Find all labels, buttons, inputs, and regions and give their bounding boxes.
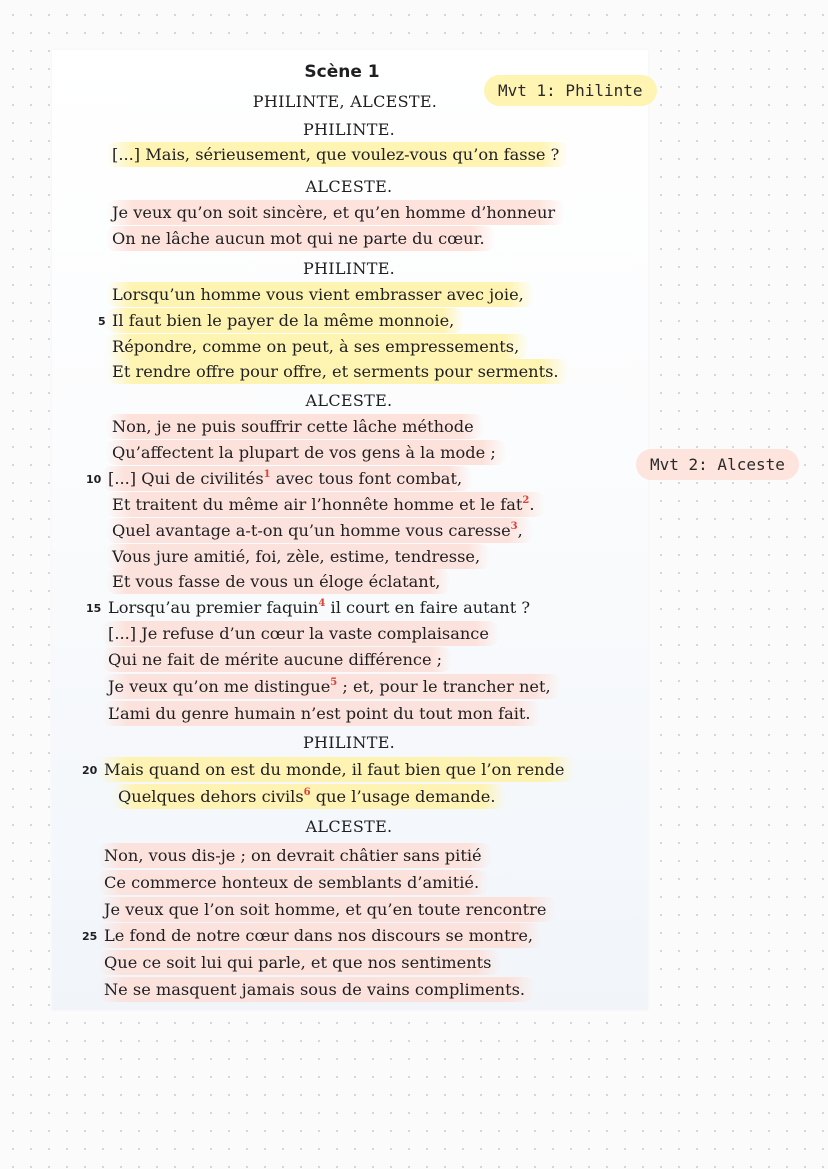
verse-text: Je veux qu’on me distingue$^5$ ; et, pour le trancher net, <box>102 674 561 699</box>
verse-text: Quelques dehors civils$^6$ que l’usage demande. <box>112 784 506 809</box>
verse-text: Et traitent du même air l’honnête homme et le fat$^2$. <box>106 492 545 517</box>
speaker-heading: PHILINTE. <box>302 733 396 752</box>
speaker-heading: ALCESTE. <box>305 391 393 410</box>
verse-line <box>112 311 464 331</box>
verse-line <box>112 203 565 223</box>
verse-line <box>112 229 495 249</box>
footnote-ref: 2 <box>522 495 530 506</box>
footnote-ref: 6 <box>303 787 311 798</box>
verse-line <box>108 598 530 618</box>
verse-line <box>104 873 489 893</box>
verse-line <box>112 443 506 463</box>
verse-line <box>112 285 534 305</box>
verse-line <box>112 145 569 165</box>
verse-line <box>108 624 499 644</box>
verse-text: Je veux qu’on soit sincère, et qu’en homme d’honneur <box>106 200 565 225</box>
verse-text: Qu’affectent la plupart de vos gens à la mode ; <box>106 440 506 465</box>
verse-line <box>104 846 492 866</box>
verse-text: L’ami du genre humain n’est point du tout mon fait. <box>102 701 541 726</box>
verse-text: On ne lâche aucun mot qui ne parte du cœur. <box>106 226 495 251</box>
scene-characters: PHILINTE, ALCESTE. <box>252 92 438 111</box>
line-number: 15 <box>86 602 102 615</box>
verse-text: Que ce soit lui qui parle, et que nos sentiments <box>98 950 501 975</box>
verse-text: Non, vous dis-je ; on devrait châtier sans pitié <box>98 843 492 868</box>
verse-text: [...] Qui de civilités$^1$ avec tous font combat, <box>102 466 472 491</box>
speaker-heading: ALCESTE. <box>305 817 393 836</box>
verse-line <box>112 417 484 437</box>
verse-text: Vous jure amitié, foi, zèle, estime, tendresse, <box>106 544 490 569</box>
verse-text: Lorsqu’au premier faquin$^4$ il court en faire autant ? <box>108 598 531 617</box>
verse-text: Quel avantage a-t-on qu’un homme vous caresse$^3$, <box>106 518 533 543</box>
verse-text: Ce commerce honteux de semblants d’amitié. <box>98 870 489 895</box>
verse-line <box>108 704 541 724</box>
verse-text: Non, je ne puis souffrir cette lâche méthode <box>106 414 484 439</box>
verse-text: Lorsqu’un homme vous vient embrasser avec joie, <box>106 282 534 307</box>
speaker-heading: PHILINTE. <box>302 120 396 139</box>
verse-line <box>104 953 501 973</box>
verse-text: Et rendre offre pour offre, et serments pour serments. <box>106 359 569 384</box>
verse-line <box>108 469 472 489</box>
line-number: 5 <box>98 315 106 328</box>
footnote-ref: 4 <box>318 598 326 609</box>
verse-line <box>112 521 533 541</box>
verse-text: Et vous fasse de vous un éloge éclatant, <box>106 569 450 594</box>
verse-text: Qui ne fait de mérite aucune différence ; <box>102 647 452 672</box>
verse-line <box>112 362 569 382</box>
verse-line <box>104 900 556 920</box>
verse-text: Ne se masquent jamais sous de vains compliments. <box>98 977 535 1002</box>
footnote-ref: 1 <box>263 469 271 480</box>
verse-text: [...] Mais, sérieusement, que voulez-vous qu’on fasse ? <box>106 142 569 167</box>
verse-line <box>112 337 529 357</box>
verse-line <box>104 926 543 946</box>
verse-text: Il faut bien le payer de la même monnoie, <box>106 308 464 333</box>
verse-text: Je veux que l’on soit homme, et qu’en toute rencontre <box>98 897 556 922</box>
line-number: 20 <box>82 764 98 777</box>
verse-line <box>118 787 506 807</box>
annotation-movement-2: Mvt 2: Alceste <box>636 449 799 480</box>
speaker-heading: PHILINTE. <box>302 259 396 278</box>
verse-line <box>112 572 450 592</box>
verse-line <box>112 547 490 567</box>
verse-text: Le fond de notre cœur dans nos discours se montre, <box>98 923 543 948</box>
verse-text: Répondre, comme on peut, à ses empressements, <box>106 334 529 359</box>
verse-line <box>104 760 575 780</box>
verse-text: Mais quand on est du monde, il faut bien que l’on rende <box>98 757 575 782</box>
footnote-ref: 3 <box>510 521 518 532</box>
scene-title: Scène 1 <box>304 62 380 82</box>
verse-text: [...] Je refuse d’un cœur la vaste complaisance <box>102 621 499 646</box>
footnote-ref: 5 <box>330 677 338 688</box>
verse-line <box>104 980 535 1000</box>
annotation-movement-1: Mvt 1: Philinte <box>484 75 657 106</box>
speaker-heading: ALCESTE. <box>305 177 393 196</box>
verse-line <box>108 677 561 697</box>
verse-line <box>112 495 545 515</box>
line-number: 10 <box>86 473 102 486</box>
verse-line <box>108 650 452 670</box>
line-number: 25 <box>82 930 98 943</box>
